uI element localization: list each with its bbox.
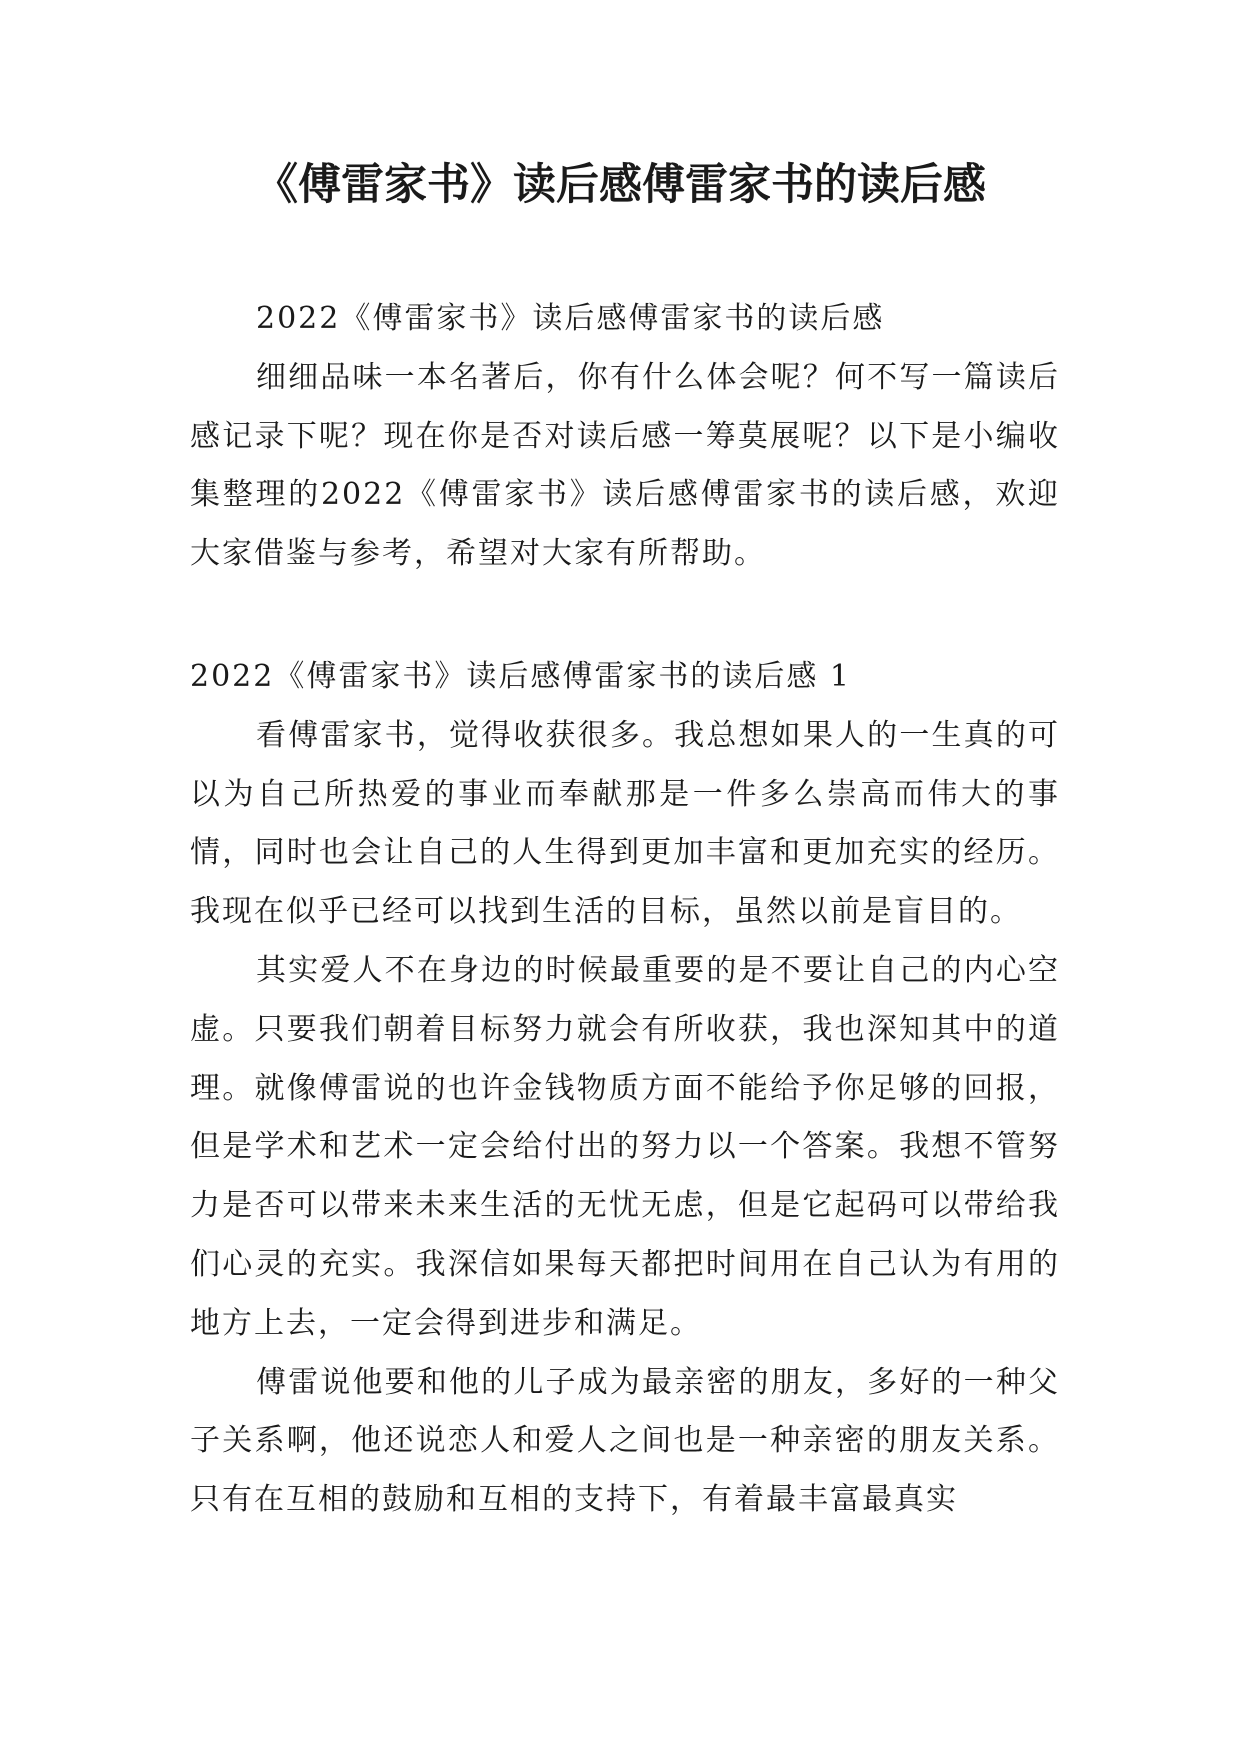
intro-paragraph: 细细品味一本名著后，你有什么体会呢？何不写一篇读后感记录下呢？现在你是否对读后感一筹莫展呢？以下是小编收集整理的2022《傅雷家书》读后感傅雷家书的读后感，欢迎大家借鉴与参考，希望对大家有所帮助。	[190, 359, 1060, 572]
body-paragraph-2: 其实爱人不在身边的时候最重要的是不要让自己的内心空虚。只要我们朝着目标努力就会有所收获，我也深知其中的道理。就像傅雷说的也许金钱物质方面不能给予你足够的回报，但是学术和艺术一定会给付出的努力以一个答案。我想不管努力是否可以带来未来生活的无忧无虑，但是它起码可以带给我们心灵的充实。我深信如果每天都把时间用在自己认为有用的地方上去，一定会得到进步和满足。	[190, 952, 1060, 1341]
document-title: 《傅雷家书》读后感傅雷家书的读后感	[255, 160, 986, 210]
section-heading: 2022《傅雷家书》读后感傅雷家书的读后感 1	[190, 658, 851, 694]
document-body	[190, 290, 1060, 1530]
body-paragraph-3: 傅雷说他要和他的儿子成为最亲密的朋友，多好的一种父子关系啊，他还说恋人和爱人之间也是一种亲密的朋友关系。只有在互相的鼓励和互相的支持下，有着最丰富最真实	[190, 1364, 1060, 1518]
intro-heading-paragraph: 2022《傅雷家书》读后感傅雷家书的读后感	[256, 301, 885, 336]
body-paragraph-1: 看傅雷家书，觉得收获很多。我总想如果人的一生真的可以为自己所热爱的事业而奉献那是一件多么崇高而伟大的事情，同时也会让自己的人生得到更加丰富和更加充实的经历。我现在似乎已经可以找到生活的目标，虽然以前是盲目的。	[190, 717, 1060, 930]
